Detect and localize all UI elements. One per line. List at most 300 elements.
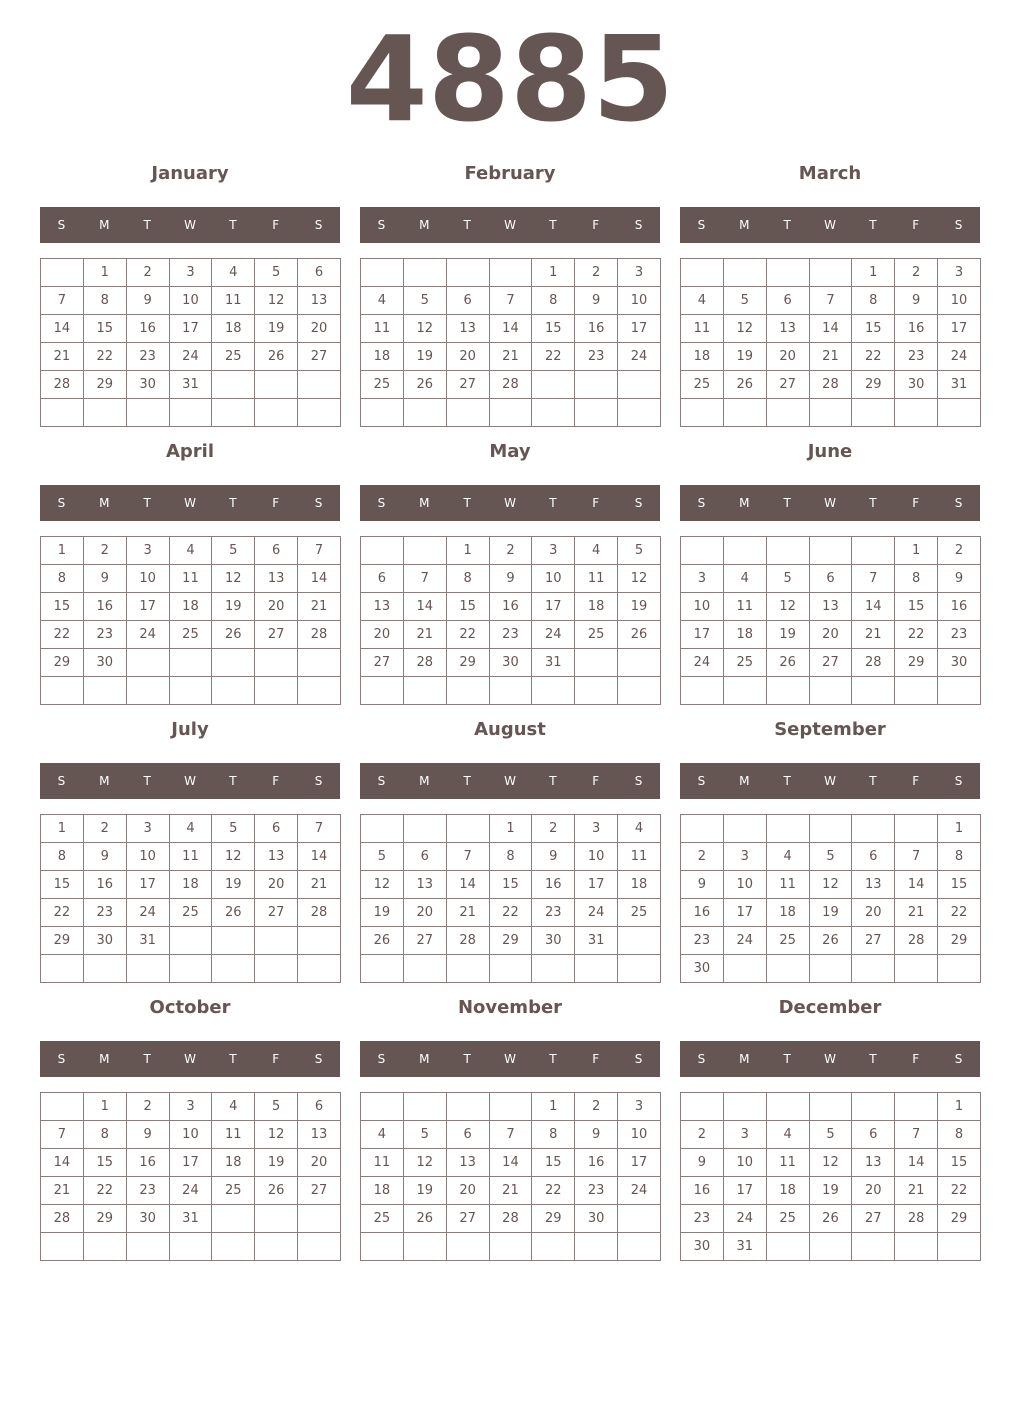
weekday-label: S bbox=[697, 218, 706, 232]
day-cell: 11 bbox=[361, 1149, 404, 1177]
week-row bbox=[361, 399, 661, 427]
day-cell: 18 bbox=[212, 1149, 255, 1177]
day-cell: 8 bbox=[83, 1121, 126, 1149]
day-cell: 15 bbox=[489, 871, 532, 899]
day-cell: 13 bbox=[852, 1149, 895, 1177]
day-cell bbox=[41, 955, 84, 983]
weekday-header bbox=[40, 1041, 340, 1077]
month-october bbox=[40, 994, 340, 1264]
week-row bbox=[41, 955, 341, 983]
day-cell bbox=[938, 399, 981, 427]
day-cell: 17 bbox=[532, 593, 575, 621]
month-september bbox=[680, 716, 980, 986]
day-cell bbox=[83, 677, 126, 705]
weekday-label: M bbox=[419, 774, 430, 788]
day-cell: 19 bbox=[809, 1177, 852, 1205]
weekday-label: T bbox=[783, 1052, 791, 1066]
week-row bbox=[361, 843, 661, 871]
day-cell bbox=[403, 259, 446, 287]
day-cell bbox=[723, 537, 766, 565]
weekday-label: F bbox=[592, 1052, 600, 1066]
weekday-label: W bbox=[184, 1052, 196, 1066]
day-cell bbox=[403, 815, 446, 843]
day-cell: 29 bbox=[83, 371, 126, 399]
day-cell: 10 bbox=[723, 1149, 766, 1177]
weekday-label: T bbox=[869, 218, 877, 232]
day-cell: 30 bbox=[681, 955, 724, 983]
month-title: March bbox=[798, 163, 862, 184]
week-row bbox=[361, 371, 661, 399]
day-cell: 2 bbox=[575, 1093, 618, 1121]
week-row bbox=[361, 927, 661, 955]
day-cell: 16 bbox=[126, 315, 169, 343]
day-cell: 18 bbox=[575, 593, 618, 621]
day-cell: 31 bbox=[126, 927, 169, 955]
day-grid bbox=[680, 814, 981, 983]
day-cell: 13 bbox=[403, 871, 446, 899]
day-cell: 12 bbox=[403, 1149, 446, 1177]
day-cell: 26 bbox=[361, 927, 404, 955]
day-cell: 12 bbox=[255, 287, 298, 315]
day-cell: 28 bbox=[809, 371, 852, 399]
weekday-label: W bbox=[824, 218, 836, 232]
day-cell: 29 bbox=[41, 649, 84, 677]
weekday-label: S bbox=[314, 218, 323, 232]
week-row bbox=[361, 565, 661, 593]
day-cell: 8 bbox=[41, 843, 84, 871]
weekday-header bbox=[680, 485, 980, 521]
year-title: 4885 bbox=[345, 10, 675, 148]
day-cell: 28 bbox=[298, 899, 341, 927]
day-grid bbox=[360, 1092, 661, 1261]
weekday-label: T bbox=[463, 774, 471, 788]
day-cell: 17 bbox=[618, 1149, 661, 1177]
day-cell: 5 bbox=[212, 815, 255, 843]
day-cell bbox=[446, 955, 489, 983]
day-cell: 1 bbox=[532, 259, 575, 287]
day-cell bbox=[212, 1233, 255, 1261]
day-cell bbox=[766, 955, 809, 983]
day-cell: 27 bbox=[766, 371, 809, 399]
day-cell: 8 bbox=[83, 287, 126, 315]
day-cell: 15 bbox=[83, 315, 126, 343]
day-cell: 3 bbox=[618, 259, 661, 287]
weekday-label: T bbox=[229, 1052, 237, 1066]
day-cell: 16 bbox=[938, 593, 981, 621]
day-cell: 10 bbox=[938, 287, 981, 315]
week-row bbox=[361, 537, 661, 565]
day-cell bbox=[83, 1233, 126, 1261]
weekday-label: S bbox=[954, 1052, 963, 1066]
day-cell: 13 bbox=[766, 315, 809, 343]
weekday-label: W bbox=[824, 496, 836, 510]
day-cell bbox=[169, 649, 212, 677]
day-cell: 23 bbox=[489, 621, 532, 649]
day-cell: 23 bbox=[532, 899, 575, 927]
month-june bbox=[680, 438, 980, 708]
day-cell: 27 bbox=[446, 371, 489, 399]
week-row bbox=[41, 259, 341, 287]
day-cell bbox=[681, 537, 724, 565]
day-cell bbox=[852, 537, 895, 565]
week-row bbox=[681, 1233, 981, 1261]
day-cell: 22 bbox=[938, 1177, 981, 1205]
day-cell: 13 bbox=[298, 1121, 341, 1149]
day-cell: 25 bbox=[575, 621, 618, 649]
day-cell: 28 bbox=[852, 649, 895, 677]
day-cell: 3 bbox=[938, 259, 981, 287]
day-cell bbox=[489, 399, 532, 427]
day-cell: 17 bbox=[938, 315, 981, 343]
day-cell bbox=[169, 927, 212, 955]
day-cell: 12 bbox=[809, 871, 852, 899]
weekday-label: T bbox=[143, 774, 151, 788]
day-cell: 27 bbox=[298, 1177, 341, 1205]
day-cell: 7 bbox=[403, 565, 446, 593]
weekday-label: T bbox=[783, 496, 791, 510]
day-cell: 18 bbox=[361, 1177, 404, 1205]
day-cell: 8 bbox=[532, 1121, 575, 1149]
day-cell: 26 bbox=[403, 371, 446, 399]
day-cell bbox=[41, 1093, 84, 1121]
day-cell: 29 bbox=[446, 649, 489, 677]
day-cell: 29 bbox=[938, 927, 981, 955]
day-cell bbox=[41, 259, 84, 287]
day-cell: 30 bbox=[532, 927, 575, 955]
day-cell: 1 bbox=[83, 259, 126, 287]
day-cell bbox=[361, 399, 404, 427]
weekday-label: M bbox=[99, 496, 110, 510]
day-cell: 10 bbox=[618, 1121, 661, 1149]
week-row bbox=[361, 1121, 661, 1149]
day-cell: 13 bbox=[852, 871, 895, 899]
day-cell bbox=[361, 815, 404, 843]
day-cell: 1 bbox=[938, 1093, 981, 1121]
day-cell: 29 bbox=[852, 371, 895, 399]
weekday-header bbox=[360, 1041, 660, 1077]
weekday-label: F bbox=[592, 218, 600, 232]
day-cell: 13 bbox=[298, 287, 341, 315]
day-cell: 9 bbox=[532, 843, 575, 871]
day-cell: 26 bbox=[809, 1205, 852, 1233]
day-cell: 13 bbox=[809, 593, 852, 621]
day-cell bbox=[446, 677, 489, 705]
day-cell: 8 bbox=[446, 565, 489, 593]
day-cell bbox=[766, 259, 809, 287]
day-cell: 19 bbox=[723, 343, 766, 371]
day-cell: 28 bbox=[41, 1205, 84, 1233]
day-cell: 22 bbox=[489, 899, 532, 927]
day-cell: 11 bbox=[723, 593, 766, 621]
day-cell bbox=[575, 399, 618, 427]
day-cell: 23 bbox=[83, 621, 126, 649]
day-cell: 3 bbox=[723, 1121, 766, 1149]
day-cell bbox=[126, 399, 169, 427]
day-cell: 20 bbox=[809, 621, 852, 649]
week-row bbox=[681, 259, 981, 287]
day-cell bbox=[809, 815, 852, 843]
day-cell: 27 bbox=[446, 1205, 489, 1233]
day-cell: 29 bbox=[83, 1205, 126, 1233]
day-cell bbox=[618, 1205, 661, 1233]
weekday-label: S bbox=[377, 496, 386, 510]
day-cell: 20 bbox=[255, 871, 298, 899]
day-cell: 6 bbox=[298, 1093, 341, 1121]
day-cell: 30 bbox=[126, 371, 169, 399]
day-cell: 17 bbox=[126, 593, 169, 621]
day-cell: 26 bbox=[255, 343, 298, 371]
day-cell: 1 bbox=[83, 1093, 126, 1121]
month-november bbox=[360, 994, 660, 1264]
day-cell: 15 bbox=[446, 593, 489, 621]
day-cell: 24 bbox=[126, 899, 169, 927]
day-cell bbox=[446, 1093, 489, 1121]
week-row bbox=[361, 259, 661, 287]
day-cell: 23 bbox=[681, 927, 724, 955]
day-cell bbox=[895, 815, 938, 843]
day-cell: 12 bbox=[403, 315, 446, 343]
week-row bbox=[681, 1093, 981, 1121]
weekday-label: W bbox=[824, 774, 836, 788]
day-cell: 2 bbox=[681, 1121, 724, 1149]
day-cell bbox=[361, 677, 404, 705]
week-row bbox=[681, 677, 981, 705]
day-cell bbox=[723, 815, 766, 843]
day-cell: 23 bbox=[895, 343, 938, 371]
day-cell: 24 bbox=[938, 343, 981, 371]
day-cell: 6 bbox=[446, 1121, 489, 1149]
day-cell: 17 bbox=[169, 315, 212, 343]
day-cell: 16 bbox=[83, 593, 126, 621]
day-cell: 1 bbox=[41, 537, 84, 565]
weekday-label: S bbox=[314, 774, 323, 788]
day-cell: 1 bbox=[41, 815, 84, 843]
day-grid bbox=[40, 536, 341, 705]
week-row bbox=[681, 1121, 981, 1149]
day-cell: 10 bbox=[169, 287, 212, 315]
day-cell bbox=[489, 1233, 532, 1261]
week-row bbox=[681, 955, 981, 983]
day-cell bbox=[298, 649, 341, 677]
day-cell: 24 bbox=[618, 1177, 661, 1205]
month-title: September bbox=[774, 719, 886, 740]
weekday-label: F bbox=[912, 496, 920, 510]
day-cell: 23 bbox=[126, 1177, 169, 1205]
day-cell: 5 bbox=[255, 259, 298, 287]
weekday-label: S bbox=[634, 1052, 643, 1066]
weekday-label: F bbox=[272, 774, 280, 788]
week-row bbox=[41, 1233, 341, 1261]
day-cell: 25 bbox=[361, 1205, 404, 1233]
day-cell bbox=[361, 955, 404, 983]
day-cell bbox=[809, 1093, 852, 1121]
day-cell: 3 bbox=[169, 259, 212, 287]
day-cell: 26 bbox=[766, 649, 809, 677]
week-row bbox=[41, 343, 341, 371]
day-cell bbox=[298, 1233, 341, 1261]
day-cell bbox=[681, 259, 724, 287]
week-row bbox=[41, 565, 341, 593]
day-cell: 24 bbox=[169, 1177, 212, 1205]
day-cell bbox=[41, 1233, 84, 1261]
day-cell bbox=[681, 677, 724, 705]
day-cell bbox=[489, 677, 532, 705]
day-cell: 21 bbox=[895, 1177, 938, 1205]
weekday-label: T bbox=[549, 1052, 557, 1066]
weekday-label: W bbox=[504, 1052, 516, 1066]
day-cell: 27 bbox=[255, 621, 298, 649]
weekday-label: S bbox=[954, 218, 963, 232]
day-cell bbox=[361, 537, 404, 565]
day-cell: 25 bbox=[766, 1205, 809, 1233]
day-cell: 27 bbox=[361, 649, 404, 677]
day-cell: 27 bbox=[298, 343, 341, 371]
day-cell bbox=[255, 1205, 298, 1233]
day-cell: 2 bbox=[575, 259, 618, 287]
day-cell bbox=[361, 259, 404, 287]
week-row bbox=[41, 871, 341, 899]
day-cell bbox=[809, 537, 852, 565]
day-cell: 20 bbox=[852, 1177, 895, 1205]
week-row bbox=[41, 1205, 341, 1233]
weekday-label: W bbox=[504, 218, 516, 232]
day-cell: 6 bbox=[255, 537, 298, 565]
week-row bbox=[681, 899, 981, 927]
day-cell: 15 bbox=[938, 871, 981, 899]
day-cell: 11 bbox=[169, 565, 212, 593]
weekday-label: T bbox=[869, 496, 877, 510]
day-cell: 5 bbox=[618, 537, 661, 565]
week-row bbox=[361, 1149, 661, 1177]
day-cell: 13 bbox=[255, 565, 298, 593]
day-cell: 1 bbox=[446, 537, 489, 565]
day-cell: 4 bbox=[361, 1121, 404, 1149]
day-cell bbox=[212, 371, 255, 399]
day-cell bbox=[446, 259, 489, 287]
day-cell: 22 bbox=[83, 343, 126, 371]
day-cell: 26 bbox=[212, 899, 255, 927]
day-cell bbox=[403, 537, 446, 565]
day-cell: 19 bbox=[212, 593, 255, 621]
day-cell: 21 bbox=[41, 1177, 84, 1205]
day-cell: 5 bbox=[809, 1121, 852, 1149]
weekday-label: F bbox=[912, 218, 920, 232]
month-july bbox=[40, 716, 340, 986]
day-cell bbox=[895, 955, 938, 983]
weekday-label: F bbox=[912, 1052, 920, 1066]
week-row bbox=[681, 371, 981, 399]
day-cell: 8 bbox=[938, 843, 981, 871]
day-cell bbox=[723, 955, 766, 983]
day-cell: 24 bbox=[723, 1205, 766, 1233]
day-cell: 2 bbox=[489, 537, 532, 565]
week-row bbox=[681, 621, 981, 649]
day-cell: 25 bbox=[361, 371, 404, 399]
day-cell: 4 bbox=[169, 815, 212, 843]
day-cell: 6 bbox=[298, 259, 341, 287]
day-cell: 21 bbox=[298, 593, 341, 621]
day-cell: 23 bbox=[83, 899, 126, 927]
day-cell bbox=[618, 677, 661, 705]
day-cell bbox=[938, 955, 981, 983]
day-grid bbox=[40, 258, 341, 427]
month-title: June bbox=[807, 441, 853, 462]
day-cell: 18 bbox=[212, 315, 255, 343]
week-row bbox=[681, 649, 981, 677]
day-cell: 11 bbox=[575, 565, 618, 593]
day-cell: 10 bbox=[532, 565, 575, 593]
day-cell: 5 bbox=[255, 1093, 298, 1121]
day-cell: 11 bbox=[618, 843, 661, 871]
day-cell: 2 bbox=[532, 815, 575, 843]
day-cell: 11 bbox=[766, 1149, 809, 1177]
day-cell bbox=[212, 677, 255, 705]
day-cell: 22 bbox=[852, 343, 895, 371]
day-cell: 12 bbox=[809, 1149, 852, 1177]
weekday-label: S bbox=[954, 774, 963, 788]
day-cell: 17 bbox=[618, 315, 661, 343]
day-cell bbox=[255, 1233, 298, 1261]
day-cell: 12 bbox=[766, 593, 809, 621]
day-cell: 18 bbox=[766, 1177, 809, 1205]
day-cell: 18 bbox=[361, 343, 404, 371]
week-row bbox=[41, 927, 341, 955]
day-cell bbox=[298, 955, 341, 983]
weekday-label: M bbox=[99, 774, 110, 788]
day-cell: 12 bbox=[361, 871, 404, 899]
day-cell: 19 bbox=[403, 343, 446, 371]
day-cell bbox=[895, 677, 938, 705]
weekday-label: W bbox=[184, 496, 196, 510]
weekday-label: M bbox=[739, 1052, 750, 1066]
day-cell: 11 bbox=[212, 287, 255, 315]
week-row bbox=[41, 1093, 341, 1121]
day-cell: 16 bbox=[895, 315, 938, 343]
day-cell bbox=[766, 537, 809, 565]
day-cell: 4 bbox=[212, 259, 255, 287]
day-cell: 20 bbox=[255, 593, 298, 621]
day-cell bbox=[618, 649, 661, 677]
day-grid bbox=[680, 1092, 981, 1261]
day-cell bbox=[169, 1233, 212, 1261]
week-row bbox=[361, 899, 661, 927]
day-cell bbox=[809, 259, 852, 287]
day-cell: 3 bbox=[681, 565, 724, 593]
day-cell bbox=[681, 399, 724, 427]
day-cell bbox=[212, 1205, 255, 1233]
day-cell bbox=[169, 955, 212, 983]
weekday-label: S bbox=[377, 774, 386, 788]
day-cell: 30 bbox=[83, 649, 126, 677]
week-row bbox=[41, 677, 341, 705]
day-cell bbox=[895, 399, 938, 427]
day-cell: 18 bbox=[723, 621, 766, 649]
day-cell bbox=[681, 815, 724, 843]
day-cell bbox=[618, 1233, 661, 1261]
day-cell bbox=[852, 1233, 895, 1261]
day-cell: 23 bbox=[575, 343, 618, 371]
day-cell: 30 bbox=[83, 927, 126, 955]
day-cell: 28 bbox=[446, 927, 489, 955]
day-cell: 15 bbox=[852, 315, 895, 343]
day-cell: 14 bbox=[446, 871, 489, 899]
day-cell: 10 bbox=[575, 843, 618, 871]
week-row bbox=[681, 343, 981, 371]
day-cell: 21 bbox=[489, 1177, 532, 1205]
day-cell bbox=[532, 955, 575, 983]
day-cell: 24 bbox=[681, 649, 724, 677]
weekday-label: T bbox=[229, 774, 237, 788]
